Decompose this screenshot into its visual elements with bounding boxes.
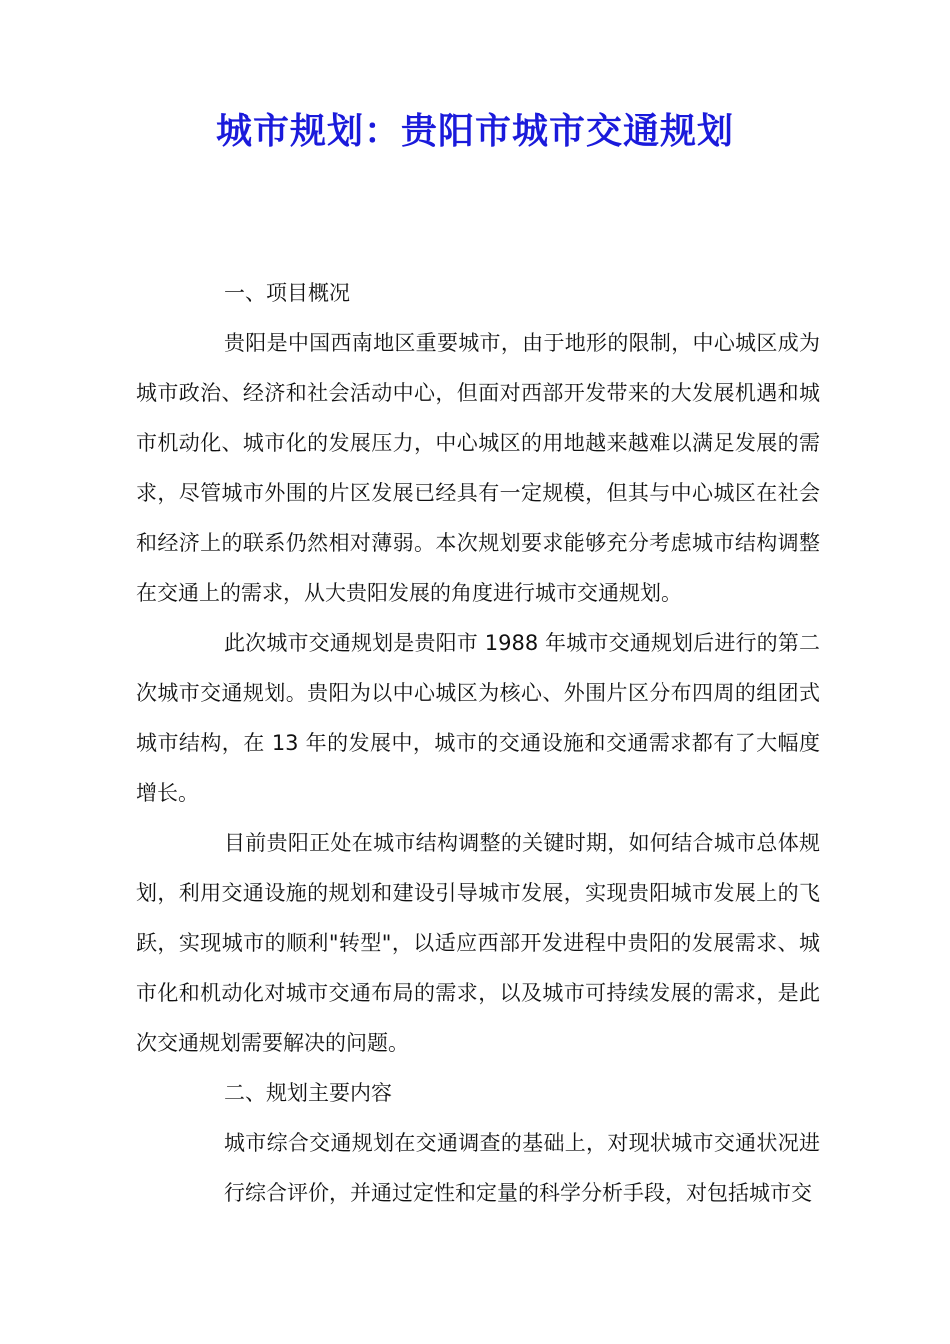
- document-title: 城市规划：贵阳市城市交通规划: [215, 111, 734, 152]
- paragraph-background: 贵阳是中国西南地区重要城市，由于地形的限制，中心城区成为城市政治、经济和社会活动中心，但面对西部开发带来的大发展机遇和城市机动化、城市化的发展压力，中心城区的用地越来越难以满足发展的需求，尽管城市外围的片区发展已经具有一定规模，但其与中心城区在社会和经济上的联系仍然相对薄弱。本次规划要求能够充分考虑城市结构调整在交通上的需求，从大贵阳发展的角度进行城市交通规划。: [136, 331, 820, 605]
- paragraph-problem: 目前贵阳正处在城市结构调整的关键时期，如何结合城市总体规划，利用交通设施的规划和建设引导城市发展，实现贵阳城市发展上的飞跃，实现城市的顺利"转型"，以适应西部开发进程中贵阳的发展需求、城市化和机动化对城市交通布局的需求，以及城市可持续发展的需求，是此次交通规划需要解决的问题。: [136, 831, 820, 1055]
- section-heading-content: 二、规划主要内容: [224, 1081, 392, 1105]
- paragraph-content: 城市综合交通规划在交通调查的基础上，对现状城市交通状况进行综合评价，并通过定性和定量的科学分析手段，对包括城市交: [224, 1131, 820, 1205]
- section-heading-overview: 一、项目概况: [224, 281, 350, 305]
- document-body: [136, 268, 820, 1218]
- paragraph-history: 此次城市交通规划是贵阳市 1988 年城市交通规划后进行的第二次城市交通规划。贵阳为以中心城区为核心、外围片区分布四周的组团式城市结构，在 13 年的发展中，城市的交通设施和交通需求都有了大幅度增长。: [136, 631, 820, 805]
